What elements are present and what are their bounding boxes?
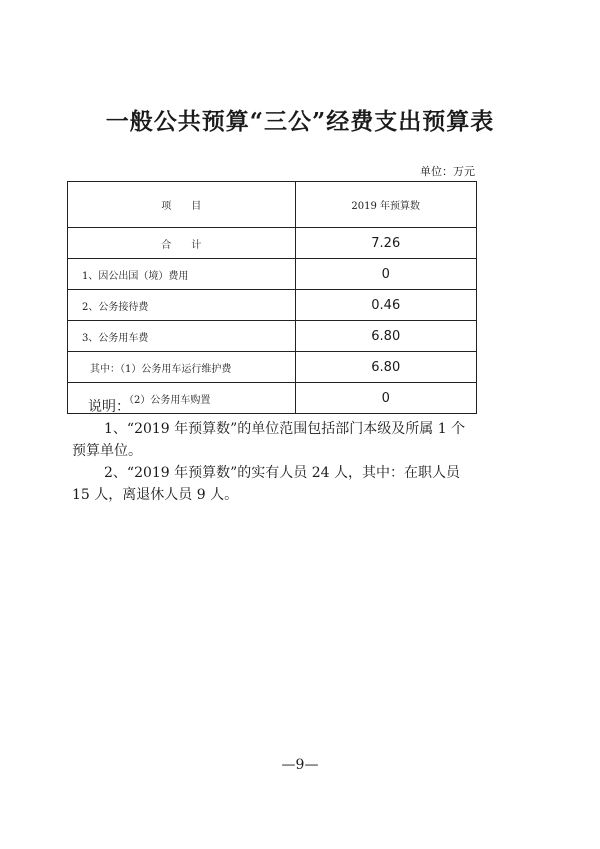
row-label-total: 合 计: [68, 228, 296, 259]
row-value-total: 7.26: [295, 228, 477, 259]
notes-section: [72, 396, 472, 506]
row-value-vehicle-purchase: 0: [295, 383, 477, 414]
table-row: [68, 352, 477, 383]
table-header-row: [68, 182, 477, 228]
table-row: [68, 321, 477, 352]
row-label-vehicle-maintenance: 其中：（1）公务用车运行维护费: [68, 352, 296, 383]
unit-label: 单位：万元: [420, 165, 475, 178]
header-amount: 2019 年预算数: [295, 182, 477, 228]
row-value-vehicle: 6.80: [295, 321, 477, 352]
row-label-overseas: 1、因公出国（境）费用: [68, 259, 296, 290]
table-row: [68, 259, 477, 290]
page-number: —9—: [281, 757, 319, 773]
budget-table: [67, 181, 477, 414]
table-row: [68, 290, 477, 321]
note-item: 2、“2019 年预算数”的实有人员 24 人，其中：在职人员 15 人，离退休人员 9 人。: [72, 465, 461, 503]
page-title: 一般公共预算“三公”经费支出预算表: [105, 108, 495, 135]
header-item: 项 目: [68, 182, 296, 228]
notes-heading: 说明：: [88, 399, 130, 415]
row-value-reception: 0.46: [295, 290, 477, 321]
row-value-vehicle-maintenance: 6.80: [295, 352, 477, 383]
row-label-vehicle: 3、公务用车费: [68, 321, 296, 352]
table-row: [68, 228, 477, 259]
note-item: 1、“2019 年预算数”的单位范围包括部门本级及所属 1 个预算单位。: [72, 421, 466, 459]
row-value-overseas: 0: [295, 259, 477, 290]
row-label-vehicle-purchase: （2）公务用车购置: [68, 383, 296, 414]
row-label-reception: 2、公务接待费: [68, 290, 296, 321]
